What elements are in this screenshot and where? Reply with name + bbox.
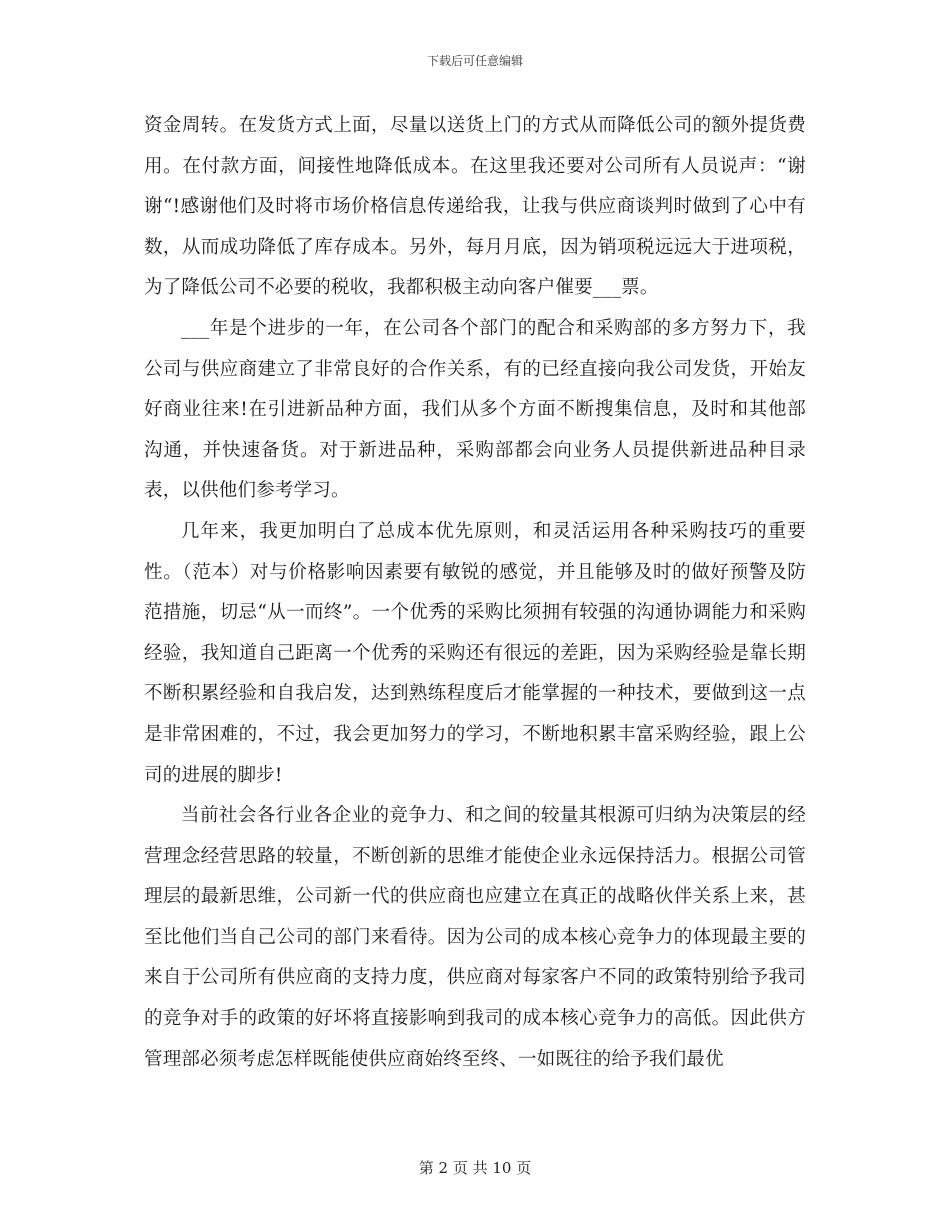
page-number-footer: 第 2 页 共 10 页 [418,1159,532,1177]
paragraph-cost-principle: 几年来，我更加明白了总成本优先原则，和灵活运用各种采购技巧的重要性。（范本）对与价格影响因素要有敏锐的感觉，并且能够及时的做好预警及防范措施，切忌“从一而终”。一个优秀的采购比须拥有较强的沟通协调能力和采购经验，我知道自己距离一个优秀的采购还有很远的差距，因为采购经验是靠长期不断积累经验和自我启发，达到熟练程度后才能掌握的一种技术，要做到这一点是非常困难的，不过，我会更加努力的学习，不断地积累丰富采购经验，跟上公司的进展的脚步! [144,520,806,786]
paragraph-progress-year: ___年是个进步的一年，在公司各个部门的配合和采购部的多方努力下，我公司与供应商建立了非常良好的合作关系，有的已经直接向我公司发货，开始友好商业往来!在引进新品种方面，我们从多个方面不断搜集信息，及时和其他部沟通，并快速备货。对于新进品种，采购部都会向业务人员提供新进品种目录表，以供他们参考学习。 [144,317,806,502]
paragraph-competition: 当前社会各行业各企业的竞争力、和之间的较量其根源可归纳为决策层的经营理念经营思路的较量，不断创新的思维才能使企业永远保持活力。根据公司管理层的最新思维，公司新一代的供应商也应建立在真正的战略伙伴关系上来，甚至比他们当自己公司的部门来看待。因为公司的成本核心竞争力的体现最主要的来自于公司所有供应商的支持力度，供应商对每家客户不同的政策特别给予我司的竞争对手的政策的好坏将直接影响到我司的成本核心竞争力的高低。因此供方管理部必须考虑怎样既能使供应商始终至终、一如既往的给予我们最优 [144,805,806,1070]
document-body [144,106,806,1080]
paragraph-continuation: 资金周转。在发货方式上面，尽量以送货上门的方式从而降低公司的额外提货费用。在付款方面，间接性地降低成本。在这里我还要对公司所有人员说声：“谢谢“!感谢他们及时将市场价格信息传递给我，让我与供应商谈判时做到了心中有数，从而成功降低了库存成本。另外，每月月底，因为销项税远远大于进项税，为了降低公司不必要的税收，我都积极主动向客户催要___票。 [144,115,806,299]
page-header-note: 下载后可任意编辑 [426,54,523,68]
